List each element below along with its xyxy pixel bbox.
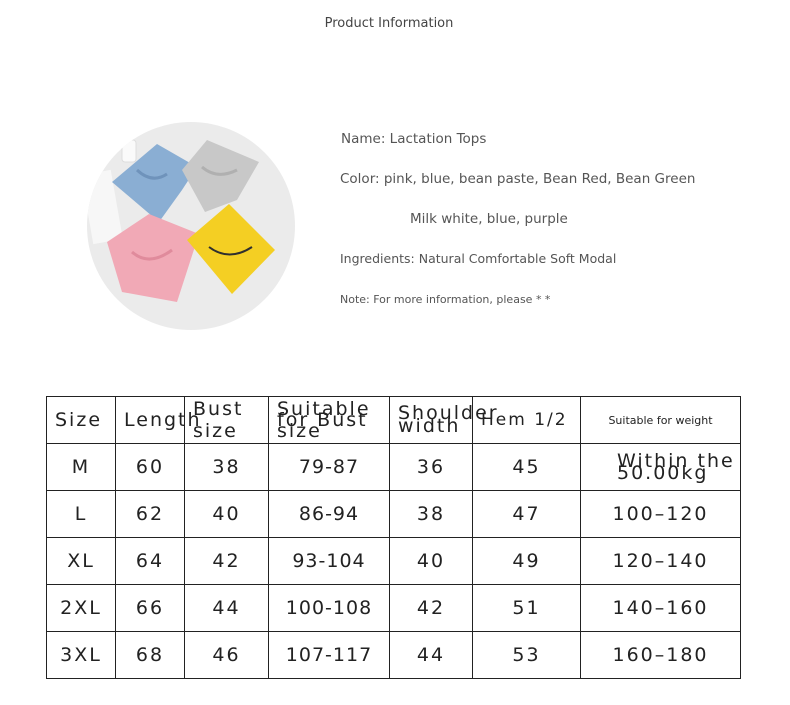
cell-weight: 140–160 — [581, 585, 741, 632]
cell-weight: 160–180 — [581, 632, 741, 679]
cell-size: 3XL — [47, 632, 116, 679]
cell-size: XL — [47, 538, 116, 585]
product-ingredients: Ingredients: Natural Comfortable Soft Modal — [340, 251, 617, 266]
cell-weight: 100–120 — [581, 491, 741, 538]
cell-size: 2XL — [47, 585, 116, 632]
product-photo — [87, 122, 295, 330]
table-row — [47, 585, 741, 632]
table-row — [47, 444, 741, 491]
cell-suitable-bust: 86-94 — [269, 491, 390, 538]
cell-shoulder: 44 — [390, 632, 473, 679]
header-length: Length — [116, 397, 185, 444]
header-size: Size — [47, 397, 116, 444]
cell-bust: 46 — [185, 632, 269, 679]
cell-shoulder: 36 — [390, 444, 473, 491]
cell-bust: 40 — [185, 491, 269, 538]
table-row — [47, 491, 741, 538]
cell-hem: 49 — [473, 538, 581, 585]
product-name: Name: Lactation Tops — [341, 131, 487, 147]
table-header-row — [47, 397, 741, 444]
cell-size: L — [47, 491, 116, 538]
cell-suitable-bust: 93-104 — [269, 538, 390, 585]
cell-hem: 47 — [473, 491, 581, 538]
cell-suitable-bust: 107-117 — [269, 632, 390, 679]
cell-weight: Within the 50.00kg — [581, 444, 741, 491]
size-table — [46, 396, 741, 679]
cell-hem: 51 — [473, 585, 581, 632]
cell-hem: 45 — [473, 444, 581, 491]
cell-size: M — [47, 444, 116, 491]
table-row — [47, 632, 741, 679]
cell-bust: 44 — [185, 585, 269, 632]
product-colors-continued: Milk white, blue, purple — [410, 211, 568, 227]
cell-weight: 120–140 — [581, 538, 741, 585]
cell-shoulder: 40 — [390, 538, 473, 585]
table-row — [47, 538, 741, 585]
cell-bust: 38 — [185, 444, 269, 491]
cell-length: 68 — [116, 632, 185, 679]
cell-length: 62 — [116, 491, 185, 538]
cell-shoulder: 42 — [390, 585, 473, 632]
cell-length: 66 — [116, 585, 185, 632]
page-title: Product Information — [324, 16, 454, 31]
cell-shoulder: 38 — [390, 491, 473, 538]
cell-suitable-bust: 79-87 — [269, 444, 390, 491]
cell-length: 60 — [116, 444, 185, 491]
cell-bust: 42 — [185, 538, 269, 585]
header-weight: Suitable for weight — [581, 397, 741, 444]
product-note: Note: For more information, please * * — [340, 293, 551, 306]
cell-length: 64 — [116, 538, 185, 585]
cell-hem: 53 — [473, 632, 581, 679]
product-colors: Color: pink, blue, bean paste, Bean Red, Bean Green — [340, 171, 696, 187]
header-suitable-bust: Suitable for Bust size — [269, 397, 390, 444]
cell-suitable-bust: 100-108 — [269, 585, 390, 632]
header-bust: Bust size — [185, 397, 269, 444]
header-hem: Hem 1/2 — [473, 397, 581, 444]
header-shoulder: Shoulder width — [390, 397, 473, 444]
